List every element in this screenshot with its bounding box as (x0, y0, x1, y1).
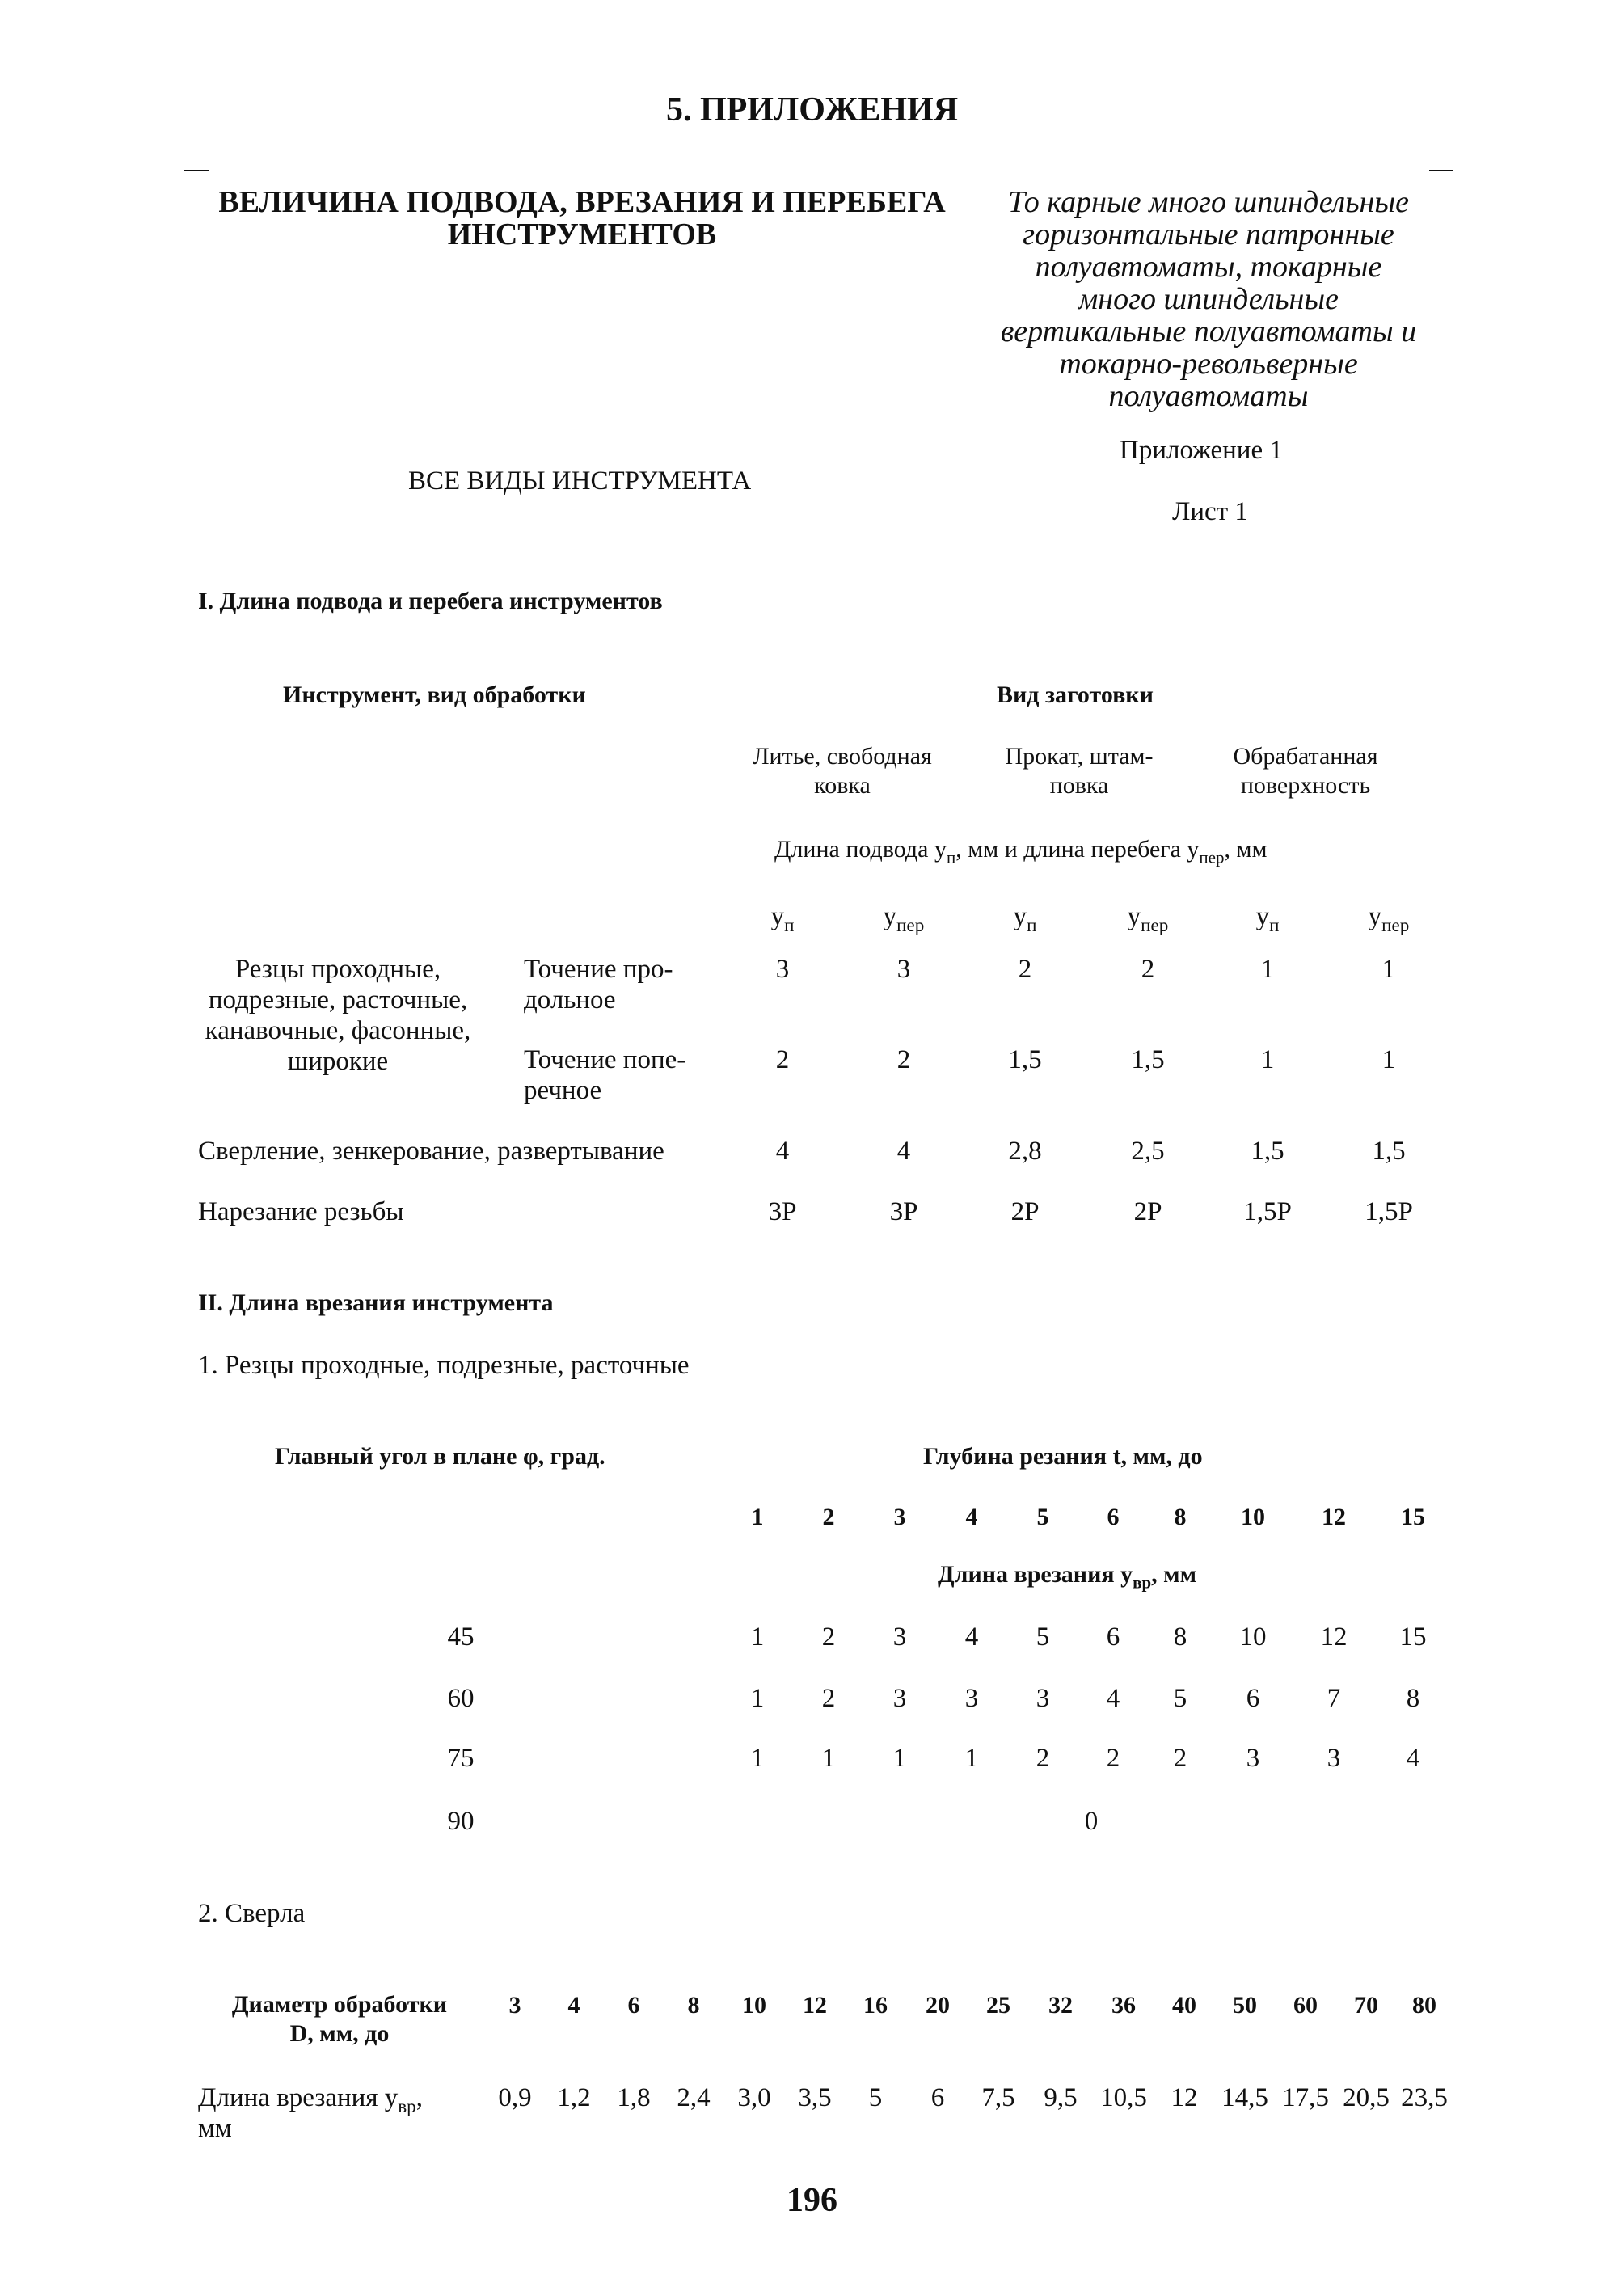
machine-type-line: много шпиндельные (1078, 282, 1339, 316)
depth-header: Глубина резания t, мм, до (923, 1443, 1203, 1470)
cutters-label-line: подрезные, расточные, (208, 985, 468, 1015)
value-cell: 1,5 (1372, 1137, 1406, 1166)
symbol-п: $у_п$ (1255, 902, 1280, 936)
drill-diameter: 36 (1111, 1992, 1136, 2019)
depth-value: 5 (1036, 1504, 1049, 1530)
cut-length-cell: 1 (750, 1684, 765, 1713)
cut-length-cell: 3 (892, 1684, 907, 1713)
blank-type-line: ковка (814, 772, 871, 799)
diam-label (206, 1990, 473, 2048)
cut-length-cell: 1 (964, 1744, 979, 1773)
value-cell: 1,5 (1251, 1137, 1284, 1166)
drill-cut-value: 9,5 (1044, 2083, 1078, 2112)
drill-diameter: 10 (742, 1992, 766, 2019)
blank-type-line: Прокат, штам- (1005, 743, 1154, 770)
cut-length-cell: 10 (1239, 1622, 1267, 1652)
cut-length-cell: 1 (750, 1622, 765, 1652)
value-cell: 1 (1260, 955, 1275, 984)
operation-label-line: Нарезание резьбы (198, 1197, 404, 1226)
blank-type-line: повка (1049, 772, 1109, 799)
drill-cut-value: 6 (930, 2083, 945, 2112)
cut-length-cell: 6 (1106, 1622, 1120, 1652)
symbol-п: $у_п$ (1013, 902, 1037, 936)
operation-label-line: Сверление, зенкерование, развертывание (198, 1137, 664, 1166)
drill-cut-value: 12 (1171, 2083, 1198, 2112)
symbol-п: $у_п$ (770, 902, 795, 936)
depth-value: 15 (1401, 1504, 1425, 1530)
cut-length-cell: 5 (1173, 1684, 1187, 1713)
operation-label-line: Точение про- (524, 955, 673, 984)
col-tool-header: Инструмент, вид обработки (283, 681, 586, 708)
drill-cut-value: 3,5 (798, 2083, 832, 2112)
angle-value: 90 (447, 1807, 475, 1836)
cutters-subheading: 1. Резцы проходные, подрезные, расточные (198, 1351, 690, 1380)
value-cell: 1,5 (1008, 1045, 1042, 1074)
depth-value: 3 (893, 1504, 906, 1530)
blank-type-line: Обрабатанная (1233, 743, 1378, 770)
operation-label (524, 1044, 685, 1106)
machine-type-line: горизонтальные патронные (1023, 217, 1394, 251)
drill-diameter: 4 (567, 1992, 580, 2019)
cut-length-cell: 5 (1036, 1622, 1050, 1652)
value-cell: 1 (1260, 1045, 1275, 1074)
section-title: 5. ПРИЛОЖЕНИЯ (665, 91, 959, 129)
symbol-пер: $у_{пер}$ (1127, 902, 1169, 936)
value-cell: 2P (1010, 1197, 1040, 1226)
value-cell: 2,5 (1131, 1137, 1165, 1166)
cut-length-cell: 4 (964, 1622, 979, 1652)
main-title (202, 186, 962, 251)
drill-cut-label: Длина врезания $у_{вр}$, мм (198, 2083, 423, 2143)
drill-diameter: 60 (1293, 1992, 1318, 2019)
drill-cut-value: 2,4 (677, 2083, 711, 2112)
drill-diameter: 3 (508, 1992, 521, 2019)
operation-label (524, 954, 673, 1015)
value-cell: 1 (1381, 1045, 1396, 1074)
depth-value: 2 (822, 1504, 835, 1530)
value-cell: 3P (889, 1197, 918, 1226)
cut-caption: Длина врезания $у_{вр}$, мм (938, 1561, 1197, 1593)
machine-types (982, 186, 1435, 412)
machine-type-line: полуавтоматы (1108, 379, 1309, 413)
value-cell: 2 (896, 1045, 911, 1074)
depth-value: 1 (751, 1504, 764, 1530)
drill-diameter: 20 (926, 1992, 950, 2019)
value-cell: 1 (1381, 955, 1396, 984)
cutters-label-line: канавочные, фасонные, (205, 1016, 471, 1045)
drill-diameter: 12 (803, 1992, 827, 2019)
value-cell: 1,5 (1131, 1045, 1165, 1074)
cut-length-cell: 3 (1036, 1684, 1050, 1713)
drill-cut-value: 14,5 (1221, 2083, 1268, 2112)
drill-cut-value: 17,5 (1282, 2083, 1329, 2112)
value-cell: 2 (775, 1045, 790, 1074)
cut-length-cell: 2 (1106, 1744, 1120, 1773)
cut-length-cell: 3 (892, 1622, 907, 1652)
drill-diameter: 80 (1412, 1992, 1436, 2019)
appendix-number: Приложение 1 (1120, 436, 1283, 465)
diam-label-line: D, мм, до (289, 2020, 390, 2047)
symbol-пер: $у_{пер}$ (1368, 902, 1410, 936)
tool-types: ВСЕ ВИДЫ ИНСТРУМЕНТА (408, 466, 752, 496)
machine-type-line: вертикальные полуавтоматы и (1000, 314, 1417, 348)
drill-diameter: 50 (1233, 1992, 1257, 2019)
drill-diameter: 32 (1048, 1992, 1073, 2019)
cut-length-cell: 1 (821, 1744, 836, 1773)
cut-length-cell: 1 (892, 1744, 907, 1773)
cut-length-cell: 12 (1320, 1622, 1348, 1652)
part1-heading: I. Длина подвода и перебега инструментов (198, 588, 663, 614)
cut-length-cell: 2 (821, 1684, 836, 1713)
cutters-label-line: широкие (287, 1047, 389, 1076)
depth-value: 12 (1322, 1504, 1346, 1530)
depth-value: 8 (1174, 1504, 1187, 1530)
cut-length-cell: 2 (1036, 1744, 1050, 1773)
main-title-line1: ВЕЛИЧИНА ПОДВОДА, ВРЕЗАНИЯ И ПЕРЕБЕГА (218, 185, 946, 219)
cut-length-cell: 8 (1406, 1684, 1420, 1713)
value-cell: 4 (896, 1137, 911, 1166)
part2-heading: II. Длина врезания инструмента (198, 1289, 554, 1316)
value-cell: 4 (775, 1137, 790, 1166)
cut-length-cell: 0 (1084, 1807, 1099, 1836)
cut-length-cell: 2 (1173, 1744, 1187, 1773)
drill-cut-value: 0,9 (498, 2083, 532, 2112)
cut-length-cell: 4 (1106, 1684, 1120, 1713)
page-number: 196 (787, 2182, 837, 2219)
value-cell: 2,8 (1008, 1137, 1042, 1166)
drills-subheading: 2. Сверла (198, 1899, 306, 1928)
cut-length-cell: 3 (1246, 1744, 1260, 1773)
drill-cut-value: 1,8 (617, 2083, 651, 2112)
operation-label-line: дольное (524, 985, 616, 1015)
value-cell: 3 (775, 955, 790, 984)
drill-cut-value: 20,5 (1343, 2083, 1390, 2112)
cut-length-cell: 3 (964, 1684, 979, 1713)
cut-length-cell: 7 (1327, 1684, 1341, 1713)
cutters-label (184, 954, 491, 1077)
cut-length-cell: 1 (750, 1744, 765, 1773)
operation-label (198, 1136, 664, 1167)
value-cell: 3 (896, 955, 911, 984)
cut-length-cell: 6 (1246, 1684, 1260, 1713)
cut-length-cell: 2 (821, 1622, 836, 1652)
corner-mark-right (1429, 170, 1453, 171)
drill-cut-value: 3,0 (737, 2083, 771, 2112)
value-cell: 2P (1133, 1197, 1162, 1226)
machine-type-line: полуавтоматы, токарные (1035, 250, 1382, 284)
drill-cut-value: 7,5 (981, 2083, 1015, 2112)
operation-label-line: Точение попе- (524, 1045, 686, 1074)
drill-cut-value: 5 (868, 2083, 883, 2112)
depth-value: 10 (1241, 1504, 1265, 1530)
machine-type-line: токарно-револьверные (1059, 347, 1358, 381)
angle-value: 45 (447, 1622, 475, 1652)
operation-label-line: речное (524, 1076, 602, 1105)
drill-diameter: 25 (986, 1992, 1010, 2019)
angle-header: Главный угол в плане φ, град. (275, 1443, 605, 1470)
blank-type-line: Литье, свободная (753, 743, 932, 770)
symbol-пер: $у_{пер}$ (883, 902, 925, 936)
depth-value: 4 (965, 1504, 978, 1530)
main-title-line2: ИНСТРУМЕНТОВ (447, 217, 717, 251)
drill-diameter: 6 (627, 1992, 640, 2019)
operation-label (198, 1196, 404, 1227)
cut-length-cell: 8 (1173, 1622, 1187, 1652)
drill-diameter: 40 (1172, 1992, 1196, 2019)
value-cell: 3P (768, 1197, 797, 1226)
cut-length-cell: 3 (1327, 1744, 1341, 1773)
blank-type (1160, 742, 1451, 800)
drill-diameter: 8 (687, 1992, 700, 2019)
value-cell: 2 (1141, 955, 1155, 984)
drill-cut-value: 1,2 (557, 2083, 591, 2112)
cut-length-cell: 4 (1406, 1744, 1420, 1773)
value-cell: 2 (1018, 955, 1032, 984)
machine-type-line: То карные много шпиндельные (1008, 185, 1409, 219)
depth-value: 6 (1107, 1504, 1120, 1530)
value-cell: 1,5P (1243, 1197, 1292, 1226)
length-caption: Длина подвода $у_п$, мм и длина перебега $у_{пер}$, мм (774, 836, 1268, 867)
blank-type-line: поверхность (1240, 772, 1371, 799)
col-blank-header: Вид заготовки (997, 681, 1154, 708)
cut-length-cell: 15 (1399, 1622, 1427, 1652)
diam-label-line: Диаметр обработки (231, 1991, 448, 2018)
drill-diameter: 70 (1354, 1992, 1378, 2019)
value-cell: 1,5P (1365, 1197, 1413, 1226)
corner-mark-left (184, 170, 209, 171)
cutters-label-line: Резцы проходные, (234, 955, 441, 984)
angle-value: 60 (447, 1684, 475, 1713)
drill-cut-value: 23,5 (1401, 2083, 1448, 2112)
sheet-number: Лист 1 (1172, 497, 1248, 526)
drill-cut-value: 10,5 (1100, 2083, 1147, 2112)
angle-value: 75 (447, 1744, 475, 1773)
drill-diameter: 16 (863, 1992, 888, 2019)
